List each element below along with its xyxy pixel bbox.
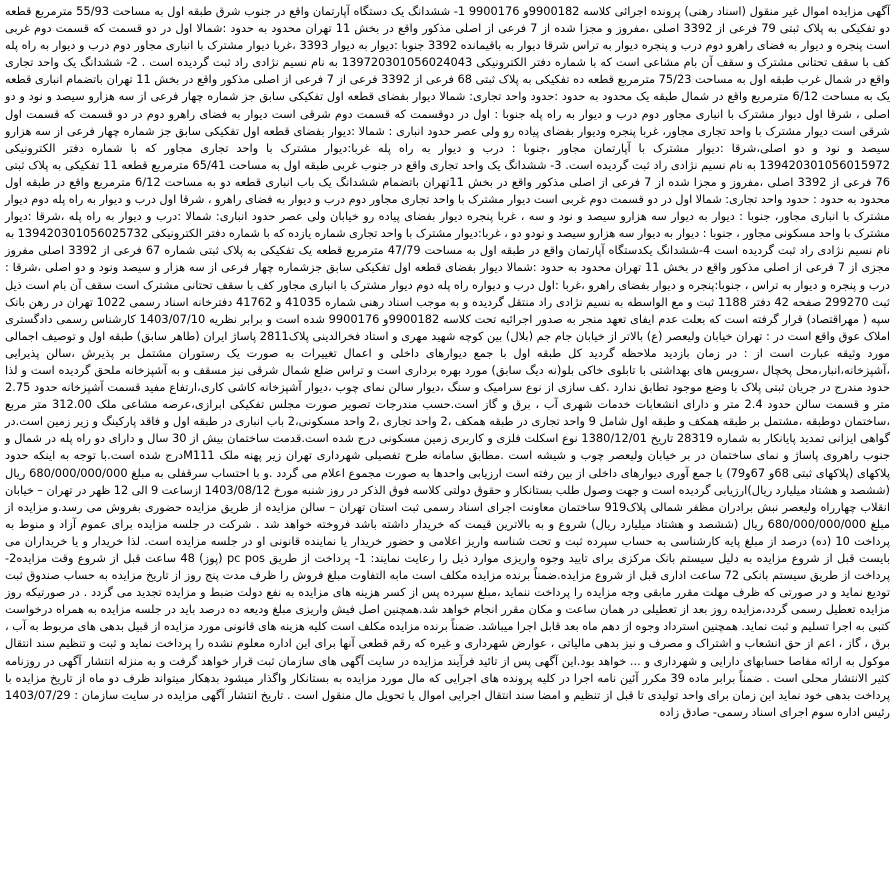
notice-body-text: آگهی مزایده اموال غیر منقول (اسناد رهنی) پرونده اجرائی کلاسه 9900182و 9900176 1- ششدانگ یک دستگاه آپارتمان واقع در جنوب شرق طبقه اول به مساحت 55/93 مترمربع قطعه دو تفکیکی به پلاک ثبتی 79 فرعی از 3392 اصلی ،مفروز و مجزا شده از 7 فرعی از اصلی مذکور واقع در بخش 11 تهران محدود به حدود :شمالا اول در دو قسمت که قسمت دوم غربی است پنجره و دیوار به فضای راهرو دوم درب و پنجره دیوار به تراس شرقا دیوار به باقیمانده 3392 جنوبا :دیوار به دیوار 3393 ،غربا دیوار مشترک با انباری مجاور دوم درب و دیوار به راه پله کف با سقف تحتانی مشترک و سقف آن بام مشاعی است که با شماره دفتر الکترونیکی 139720301056024043 به نام نسیم نژادی راد ثبت گردیده است . 2- ششدانگ یک واحد تجاری واقع در شمال غرب طبقه اول به مساحت 75/23 مترمربع قطعه ده تفکیکی به پلاک ثبتی 68 فرعی از 3392 فرعی از 7 فرعی از اصلی مذکور واقع در بخش 11 تهران باتضمام انباری قطعه یک به مساحت 6/12 مترمربع واقع در شمال طبقه یک محدود به حدود :حدود واحد تجاری: شمالا دیوار بفضای قطعه اول تفکیکی سابق جز شماره چهار فرعی از سه هزارو سیصد و نود و دو اصلی ، شرقا اول دیوار مشترک با انباری مجاور دوم درب و دیوار به راه پله جنوبا : اول در دوقسمت که قسمت دوم شرقی است دیوار به فضای راهرو دوم در دو قسمت که قسمت اول شرقی است دیوار مشترک با واحد تجاری مجاور، غربا پنجره ودیوار بفضای پیاده رو ولی عصر حدود انباری : شمالا :دیوار بفضای قطعه اول تفکیکی سابق جز شماره چهار فرعی از سه هزارو سیصد و نود و دو اصلی،شرقا :دیوار مشترک با آپارتمان مجاور ،جنوبا : درب و دیوار به راه پله غربا:دیوار مشترک با واحد تجاری مجاور که با شماره دفتر الکترونیکی 139420301056015972 به نام نسیم نژادی راد ثبت گردیده است. 3- ششدانگ یک واحد تجاری واقع در جنوب غربی طبقه اول به مساحت 65/41 مترمربع قطعه 11 تفکیکی به پلاک ثبتی 76 فرعی از 3392 اصلی ،مفروز و مجزا شده از 7 فرعی از اصلی مذکور واقع در بخش 11تهران باتضمام ششدانگ یک باب انباری قطعه دو به مساحت 6/12 مترمربع واقع در طبقه اول محدود به حدود : حدود واحد تجاری: شمالا اول در دو قسمت دوم غربی است دیوار مشترک با واحد تجاری مجاور دوم درب و دیوار به فضای راهرو ، شرقا اول درب و دیوار به راه پله دوم دیوار مشترک با انباری مجاور، جنوبا : دیوار به دیوار سه هزارو سیصد و نود و سه ، غربا پنجره دیوار بفضای پیاده رو خیابان ولی عصر حدود انباری: شمالا :درب و دیوار به راه پله ،شرقا :دیوار مشترک با واحد مسکونی مجاور ، جنوبا : دیوار به دیوار سه هزارو سیصد و نودو دو ، غربا:دیوار مشترک با واحد تجاری شماره یازده که با شماره دفتر الکترونیکی 139420301056025732 به نام نسیم نژادی راد ثبت گردیده است 4-ششدانگ یکدستگاه آپارتمان واقع در طبقه اول به مساحت 47/79 مترمربع قطعه یک تفکیکی به پلاک ثبتی شماره 67 فرعی از 3392 اصلی مفروز مجزی از 7 فرعی از اصلی مذکور واقع در بخش 11 تهران محدود به حدود :شمالا دیوار بفضای قطعه اول تفکیکی سابق جزشماره چهار فرعی از سه هزار و سیصد ونود و دو اصلی ،شرقا : درب و پنجره و دیوار به تراس ، جنوبا:پنجره و دیوار بفضای راهرو ،غربا :اول درب و دیواره راه پله دوم دیوار مشترک با انباری مجاور کف با سقف تحتانی مشترک است سقف آن بام است ذیل ثبت 299270 صفحه 42 دفتر 1188 ثبت و مع الواسطه به نسیم نژادی راد منتقل گردیده و به موجب اسناد رهنی شماره 41035 و 41762 دفترخانه اسناد رسمی 1022 تهران در رهن بانک سپه ( مهراقتصاد) قرار گرفته است که بعلت عدم ایفای تعهد منجر به صدور اجرائیه تحت کلاسه 9900182و 9900176 شده است و برابر نظریه 1403/07/10 کارشناس رسمی دادگستری املاک عوق واقع است در : تهران خیابان ولیعصر (ع) بالاتر از خیابان جام جم (بلال) بین کوچه شهید مهری و استاد فخرالدینی پلاک2811 پاساژ ایران (طاهر سابق) طبقه اول و توصیف اجمالی مورد وثیقه عبارت است از : در زمان بازدید ملاحظه گردید کل طبقه اول با جمع دیوارهای داخلی و اعمال تغییرات به صورت یک رستوران مشتمل بر پذیرش ،سالن پذیرایی ،آشپزخانه،انبار،محل پخچال ،سرویس های بهداشتی با تابلوی خاکی بلو(نه دیگ سابق) مورد بهره برداری است و تراس ضلع شمال شرقی نیز مسقف و به آشپزخانه ملحق گردیده است و لذا حدود مندرج در جریان ثبتی پلاک با وضع موجود تطابق ندارد .کف سازی از نوع سرامیک و سنگ ،دیوار سالن نمای چوب ،دیوار آشپزخانه کاشی کاری،ارتفاع مفید قسمت آشپزخانه حدود 2.75 متر و قسمت سالن حدود 2.4 متر و دارای انشعابات خدمات شهری آب ، برق و گاز است.حسب مندرجات تصویر صورت مجلس تفکیکی ابرازی،عرصه مشاعی ملک 312.00 متر مربع ،ساختمان دوطبقه ،مشتمل بر طبقه همکف و طبقه اول شامل 9 واحد تجاری در طبقه همکف ،2 واحد تجاری ،2 واحد مسکونی،2 باب انباری در طبقه اول و فاقد پارکینگ و زیر زمین است.در گواهی ایزانی تمدید پایانکار به شماره 28319 تاریخ 1380/12/01 نوع اسکلت فلزی و کاربری زمین مسکونی درج شده است.قدمت ساختمان بیش از 30 سال و دارای دو راه پله در شمال و جنوب راهروی پاساژ و نمای ساختمان در بر خیابان ولیعصر چوب و شیشه است .مطابق سامانه طرح تفصیلی شهرداری تهران زیر پهنه ملک M111درج شده است.با توجه به اینکه حدود پلاکهای (پلاکهای ثبتی 68و 67و79) با جمع آوری دیوارهای داخلی از بین رفته است ارزیابی واحدها به صورت مجموع اعلام می گردد .و با احتساب سرقفلی به مبلغ 680/000/000/000 ریال (ششصد و هشتاد میلیارد ریال)ارزیابی گردیده است و جهت وصول طلب بستانکار و حقوق دولتی کلاسه فوق الذکر در روز شنبه مورخ 1403/08/12 ازساعت 9 الی 12 ظهر در تهران – خیابان انقلاب چهارراه ولیعصر نبش برادران مظفر شمالی پلاک919 ساختمان معاونت اجرای اسناد رسمی ثبت استان تهران – سالن مزایده از طریق مزایده حضوری بفروش می رسد.و مزایده از مبلغ 680/000/000/000 ریال (ششصد و هشتاد میلیارد ریال) شروع و به بالاترین قیمت که خریدار داشته باشد فروخته خواهد شد . شرکت در جلسه مزایده برای عموم آزاد و منوط به پرداخت 10 (ده) درصد از مبلغ پایه کارشناسی به حساب سپرده ثبت و تحت شناسه واریز اعلامی و حضور خریدار یا نماینده قانونی او در جلسه مزایده است. لذا خریدار و یا خریداران می بایست قبل از شروع مزایده به دلیل سیستم بانک مرکزی برای تایید وجوه واریزی موارد ذیل را رعایت نمایند: 1- پرداخت از طریق pc pos (پوز) 48 ساعت قبل از شروع وقت مزایده2- پرداخت از طریق سیستم بانکی 72 ساعت اداری قبل از شروع مزایده.ضمناً برنده مزایده مکلف است مابه التفاوت مبلغ فروش را ظرف مدت پنج روز از تاریخ مزایده به حساب صندوق ثبت تودیع نماید و در صورتی که ظرف مهلت مقرر مابقی وجه مزایده را پرداخت ننماید ،مبلغ سپرده پس از کسر هزینه های مزایده به نفع دولت ضبط و مزایده تجدید می گردد . در صورتیکه روز مزایده تعطیل رسمی گردد،مزایده روز بعد از تعطیلی در همان ساعت و مکان مقرر انجام خواهد شد.همچنین اصل فیش واریزی مبلغ ودیعه ده درصد باید در جلسه مزایده به همراه درخواست کتبی به اجرا تسلیم و ثبت نماید. همچنین استرداد وجوه از دهم ماه بعد قابل اجرا میباشد. ضمناً برنده مزایده مکلف است کلیه هزینه های قانونی مورد مزایده از قبیل بدهی های مربوط به آب ، برق ، گاز ، اعم از حق انشعاب و اشتراک و مصرف و نیز بدهی مالیاتی ، عوارض شهرداری و غیره که رقم قطعی آنها برای این اداره معلوم نشده را پرداخت نماید و ثبت و تنظیم سند انتقال موکول به ارائه مفاصا حسابهای دارایی و شهرداری و ... خواهد بود.این آگهی پس از تائید فرآیند مزایده در سایت آگهی های سازمان ثبت قرار خواهد گرفت و به منزله انتشار آگهی در روزنامه کثیر الانتشار محلی است . ضمناً برابر ماده 39 مکرر آئین نامه اجرا در کلیه پرونده های اجرایی که مال مورد مزایده به بستانکار واگذار میشود بدهکار میتواند ظرف دو ماه از تاریخ مزایده با پرداخت بدهی خود نماید این زمان برای واحد تولیدی تا قبل از تنظیم و امضا سند انتقال اجرایی اموال یا تحویل مال منقول است . تاریخ انتشار آگهی مزایده در سایت سازمان : 1403/07/29 رئیس اداره سوم اجرای اسناد رسمی- صادق زاده <box>5 4 891 719</box>
